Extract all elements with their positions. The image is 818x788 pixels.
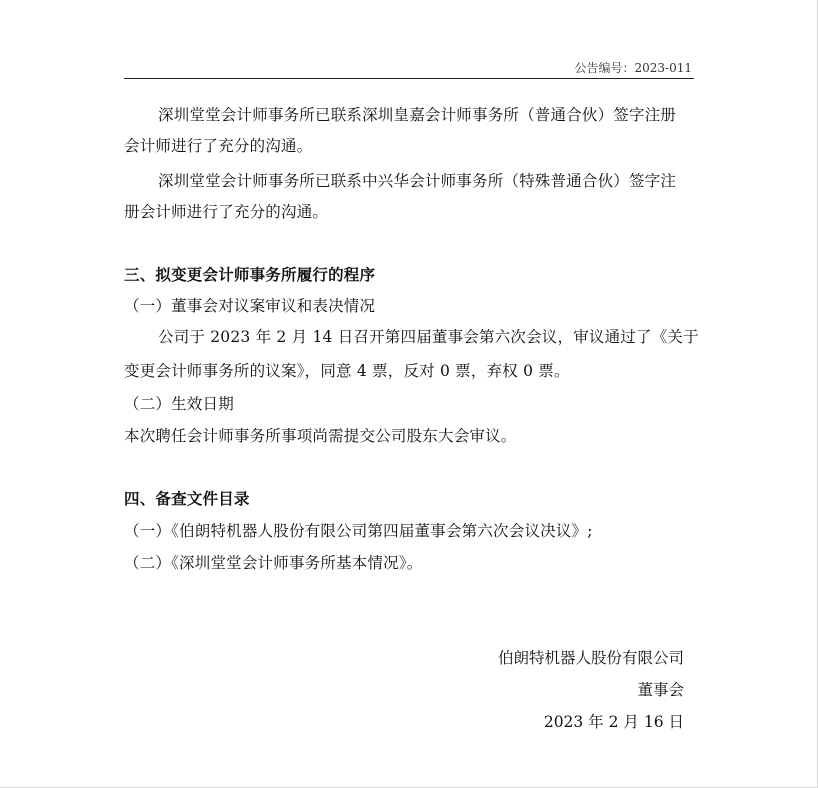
- section-3-text-line-2: 变更会计师事务所的议案》，同意 4 票，反对 0 票，弃权 0 票。: [124, 362, 570, 380]
- section-4-item-2: （二）《深圳堂堂会计师事务所基本情况》。: [124, 554, 423, 572]
- signature-date: 2023 年 2 月 16 日: [543, 713, 684, 731]
- announcement-number: 公告编号：2023-011: [574, 61, 692, 75]
- section-3-text-line-1: 公司于 2023 年 2 月 14 日召开第四届董事会第六次会议，审议通过了《关于: [158, 328, 699, 346]
- section-4-heading: 四、备查文件目录: [124, 490, 250, 508]
- section-4-item-1: （一）《伯朗特机器人股份有限公司第四届董事会第六次会议决议》;: [124, 522, 593, 540]
- section-3-subheading-1: （一）董事会对议案审议和表决情况: [124, 297, 376, 315]
- signature-board: 董事会: [637, 681, 684, 699]
- paragraph-1-line-2: 会计师进行了充分的沟通。: [124, 137, 313, 155]
- paragraph-2-line-1: 深圳堂堂会计师事务所已联系中兴华会计师事务所（特殊普通合伙）签字注: [158, 172, 677, 190]
- header-divider: [124, 78, 694, 79]
- paragraph-2-line-2: 册会计师进行了充分的沟通。: [124, 203, 329, 221]
- section-3-heading: 三、拟变更会计师事务所履行的程序: [124, 266, 376, 284]
- section-3-subheading-2: （二）生效日期: [124, 395, 234, 413]
- section-3-text-line-3: 本次聘任会计师事务所事项尚需提交公司股东大会审议。: [124, 427, 517, 445]
- paragraph-1-line-1: 深圳堂堂会计师事务所已联系深圳皇嘉会计师事务所（普通合伙）签字注册: [158, 106, 677, 124]
- signature-company: 伯朗特机器人股份有限公司: [497, 649, 684, 667]
